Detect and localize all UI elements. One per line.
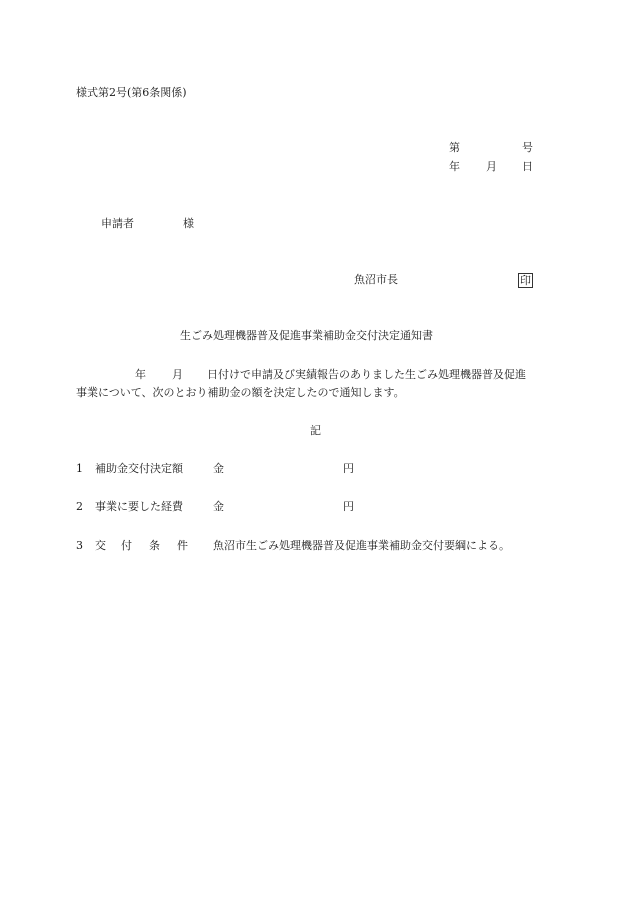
issuer-seal (518, 273, 533, 288)
document-title: 生ごみ処理機器普及促進事業補助金交付決定通知書 (180, 329, 433, 342)
item-2-number: 2 (76, 500, 83, 513)
body-line1: 日付けで申請及び実績報告のありました生ごみ処理機器普及促進 (207, 368, 526, 381)
date-month: 月 (486, 160, 497, 173)
item-1-unit: 円 (343, 462, 354, 475)
item-1-label: 補助金交付決定額 (95, 462, 183, 475)
item-1-currency: 金 (213, 462, 224, 475)
issuer-name: 魚沼市長 (354, 273, 398, 286)
body-month: 月 (172, 368, 183, 381)
doc-number-prefix: 第 (449, 141, 460, 154)
form-number: 様式第2号(第6条関係) (76, 86, 187, 99)
body-line2: 事業について、次のとおり補助金の額を決定したので通知します。 (76, 386, 405, 399)
applicant-honorific: 様 (183, 217, 194, 230)
item-3-label-char: 条 (149, 539, 160, 552)
item-2-unit: 円 (343, 500, 354, 513)
applicant-label: 申請者 (101, 217, 134, 230)
ki-heading: 記 (310, 424, 321, 437)
item-2-label: 事業に要した経費 (95, 500, 183, 513)
seal-mark: 印 (520, 274, 531, 287)
item-2-currency: 金 (213, 500, 224, 513)
item-3-content: 魚沼市生ごみ処理機器普及促進事業補助金交付要綱による。 (213, 539, 510, 552)
item-3-label-char: 件 (177, 539, 188, 552)
body-year: 年 (135, 368, 146, 381)
doc-number-suffix: 号 (522, 141, 533, 154)
item-3-label-char: 付 (121, 539, 132, 552)
item-3-label-char: 交 (95, 539, 106, 552)
date-day: 日 (522, 160, 533, 173)
item-3-number: 3 (76, 539, 83, 552)
item-1-number: 1 (76, 462, 83, 475)
date-year: 年 (449, 160, 460, 173)
